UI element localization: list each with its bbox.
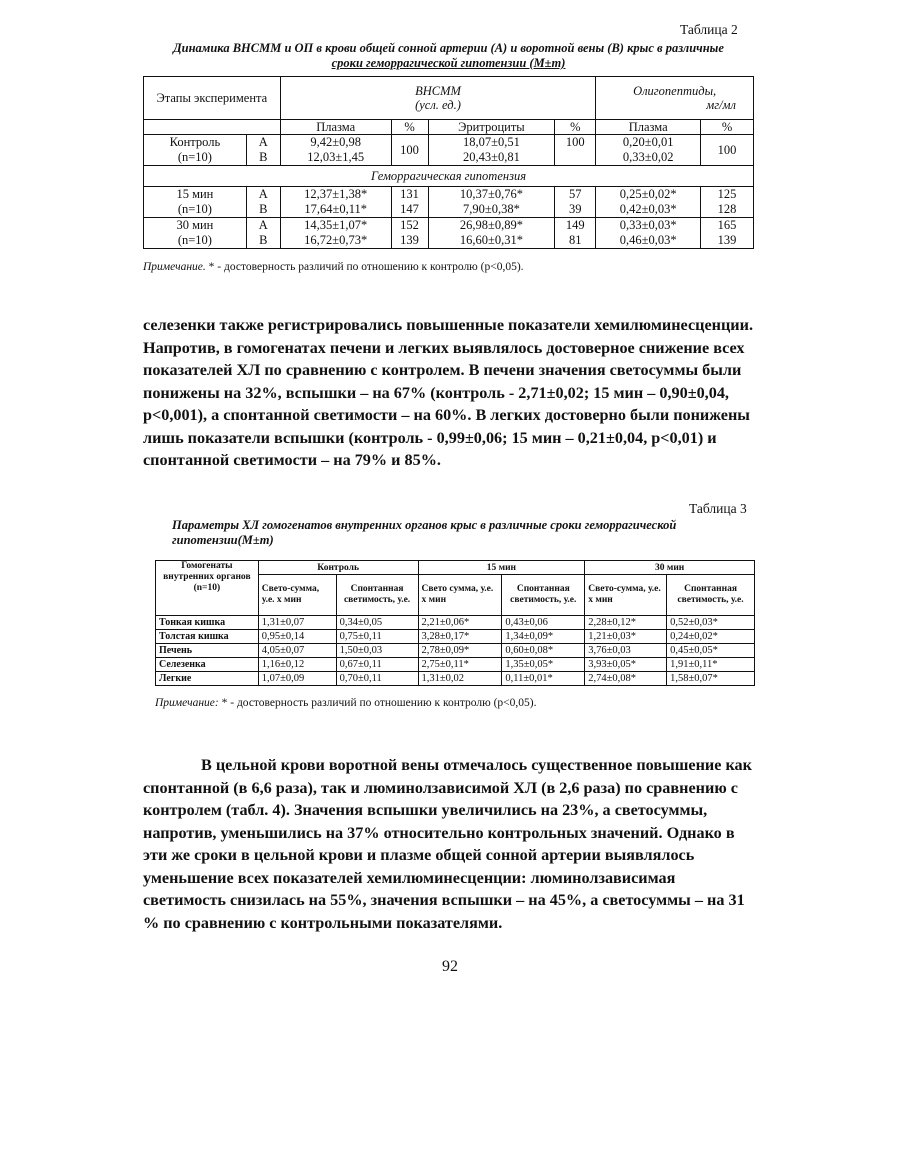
table2-caption-line2: сроки геморрагической гипотензии (M±m) <box>331 56 566 70</box>
table2-30min-a6: 165 <box>717 218 737 232</box>
table2-section-title: Геморрагическая гипотензия <box>144 166 754 187</box>
paragraph-2-line: контролем (табл. 4). Значения вспышки увеличились на 23%, а светосуммы, <box>143 801 708 819</box>
table3-cell: 2,21±0,06* <box>418 616 502 630</box>
table2-15min-a2: 131 <box>400 187 419 201</box>
table2-30min-b2: 139 <box>400 233 419 247</box>
table3-cell: 3,76±0,03 <box>585 644 667 658</box>
table3-caption <box>172 518 762 548</box>
table2-15min-b5: 0,42±0,03* <box>619 202 677 216</box>
table2-control-sub-b: В <box>259 150 268 164</box>
table2-control-pct3: 100 <box>701 135 754 166</box>
paragraph-2-line: спонтанной (в 6,6 раза), так и люминолзависимой ХЛ (в 2,6 раза) по сравнению с <box>143 778 738 797</box>
table2-header-stages: Этапы эксперимента <box>144 77 281 120</box>
table2-30min-b6: 139 <box>717 233 737 247</box>
table3-cell: 1,35±0,05* <box>502 658 585 672</box>
table-row <box>156 644 755 658</box>
table3-cell-organ: Тонкая кишка <box>156 616 259 630</box>
table3-cell: 0,60±0,08* <box>502 644 585 658</box>
table3-header-svetosum-30: Свето-сумма, у.е. х мин <box>585 575 667 616</box>
table2-15min-b4: 39 <box>569 202 582 216</box>
table2-15min-a4: 57 <box>569 187 582 201</box>
table2-header-plasma2: Плазма <box>596 120 701 135</box>
table3-cell: 2,74±0,08* <box>585 672 667 686</box>
paragraph-1-line: понижены на 32%, вспышки – на 67% (контроль - 2,71±0,02; 15 мин – 0,90±0,04, <box>143 383 729 402</box>
table2-control-plasma-b: 12,03±1,45 <box>307 150 365 164</box>
table2-control-oligo <box>596 135 701 166</box>
table2-30min-a2: 152 <box>400 218 419 232</box>
paragraph-1-line: р<0,001), а спонтанной светимости – на 60%. В легких достоверно были понижены <box>143 406 750 424</box>
table2-30min-a4: 149 <box>565 218 585 232</box>
table2-row-30min <box>144 218 754 249</box>
table2-control-pct2: 100 <box>555 135 596 166</box>
table3-cell-organ: Селезенка <box>156 658 259 672</box>
table2-header-pct2: % <box>555 120 596 135</box>
table2-control-sub <box>246 135 280 166</box>
table2-15min-b2: 147 <box>400 202 419 216</box>
table3-cell: 0,24±0,02* <box>667 630 755 644</box>
table3-cell-organ: Печень <box>156 644 259 658</box>
table2-control-pct: 100 <box>391 135 428 166</box>
table2-caption <box>143 41 754 71</box>
table2-30min-oligo <box>596 218 701 249</box>
table3-caption-line1: Параметры ХЛ гомогенатов внутренних органов крыс в различные сроки геморрагической <box>172 518 677 532</box>
table2-control-oligo-a: 0,20±0,01 <box>622 135 674 149</box>
table3-cell: 1,31±0,07 <box>258 616 336 630</box>
table3-note-label: Примечание: <box>155 697 219 709</box>
table2-15min-label <box>144 187 247 218</box>
table2-control-name: Контроль <box>169 135 221 149</box>
table2-header-vnsmm-unit: (усл. ед.) <box>415 98 461 112</box>
table2-header-vnsmm-title: ВНСММ <box>415 84 461 98</box>
table2-30min-b5: 0,46±0,03* <box>619 233 677 247</box>
table3-cell: 1,34±0,09* <box>502 630 585 644</box>
table2-row-control <box>144 135 754 166</box>
table2-control-plasma-a: 9,42±0,98 <box>310 135 361 149</box>
table-row <box>156 658 755 672</box>
table2-15min-b1: 17,64±0,11* <box>304 202 367 216</box>
table3-label: Таблица 3 <box>689 501 747 516</box>
paragraph-1 <box>143 314 763 472</box>
table2-30min-pct2 <box>555 218 596 249</box>
table2-30min-b0: В <box>259 233 268 247</box>
paragraph-1-line: Напротив, в гомогенатах печени и легких выявлялось достоверное снижение всех <box>143 338 745 357</box>
table2-header-oligo-title: Олигопептиды, <box>633 84 717 98</box>
table3-cell: 0,67±0,11 <box>336 658 418 672</box>
table3-cell: 0,11±0,01* <box>502 672 585 686</box>
table3-cell: 1,16±0,12 <box>258 658 336 672</box>
table2-30min-b4: 81 <box>569 233 582 247</box>
table3-cell: 3,28±0,17* <box>418 630 502 644</box>
table2-15min-sub <box>246 187 280 218</box>
table2-30min-plasma <box>280 218 391 249</box>
table3-cell: 1,07±0,09 <box>258 672 336 686</box>
table2-header-oligo-unit: мг/мл <box>706 98 736 112</box>
table2-caption-line1: Динамика ВНСММ и ОП в крови общей сонной артерии (А) и воротной вены (В) крыс в различные <box>173 41 724 55</box>
table3-cell: 2,28±0,12* <box>585 616 667 630</box>
table3-header-spont-15: Спонтанная светимость, у.е. <box>502 575 585 616</box>
table2-30min-label <box>144 218 247 249</box>
table2-15min-a0: А <box>258 187 268 201</box>
table2-15min-plasma <box>280 187 391 218</box>
table2 <box>143 76 754 249</box>
table3-header-control: Контроль <box>258 561 418 575</box>
table2-row-15min <box>144 187 754 218</box>
table2-control-ery <box>428 135 555 166</box>
table3-cell: 0,70±0,11 <box>336 672 418 686</box>
table3-cell: 1,91±0,11* <box>667 658 755 672</box>
table2-header-pct3: % <box>701 120 754 135</box>
table2-30min-a3: 26,98±0,89* <box>459 218 523 232</box>
table3-cell-organ: Легкие <box>156 672 259 686</box>
table-row <box>156 616 755 630</box>
table2-header-vnsmm <box>280 77 596 120</box>
paragraph-2-line: эти же сроки в цельной крови и плазме общей сонной артерии выявлялось <box>143 846 695 864</box>
table2-30min-pct3 <box>701 218 754 249</box>
table3-cell: 1,21±0,03* <box>585 630 667 644</box>
table2-15min-pct2 <box>555 187 596 218</box>
table2-15min-b3: 7,90±0,38* <box>462 202 520 216</box>
table2-15min-b6: 128 <box>717 202 737 216</box>
table2-30min-a0: А <box>258 218 268 232</box>
table2-30min-n: (n=10) <box>177 233 212 247</box>
table3-cell: 2,75±0,11* <box>418 658 502 672</box>
table2-note <box>143 261 524 273</box>
table2-15min-ery <box>428 187 555 218</box>
table3-header-15min: 15 мин <box>418 561 585 575</box>
table2-header-oligo <box>596 77 754 120</box>
table2-15min-a6: 125 <box>717 187 737 201</box>
table3-cell: 0,95±0,14 <box>258 630 336 644</box>
table2-note-label: Примечание. <box>143 261 206 273</box>
table3-header-svetosum-control: Свето-сумма, у.е. х мин <box>258 575 336 616</box>
table2-30min-a5: 0,33±0,03* <box>619 218 677 232</box>
table3-cell: 1,58±0,07* <box>667 672 755 686</box>
table2-30min-name: 30 мин <box>176 218 214 232</box>
table2-header-pct: % <box>391 120 428 135</box>
table3-cell: 0,52±0,03* <box>667 616 755 630</box>
table3-cell: 0,45±0,05* <box>667 644 755 658</box>
table2-15min-a5: 0,25±0,02* <box>619 187 677 201</box>
table3 <box>155 560 755 686</box>
table2-30min-sub <box>246 218 280 249</box>
paragraph-2-line: светимость снизилась на 55%, значения вспышки – на 45%, а светосуммы – на 31 <box>143 891 745 909</box>
table2-15min-a3: 10,37±0,76* <box>459 187 523 201</box>
table3-note-text: * - достоверность различий по отношению к контролю (р<0,05). <box>218 697 537 709</box>
table2-header-erythro: Эритроциты <box>428 120 555 135</box>
table2-15min-name: 15 мин <box>176 187 214 201</box>
table2-note-text: * - достоверность различий по отношению к контролю (р<0,05). <box>205 261 524 273</box>
table2-control-label <box>144 135 247 166</box>
table2-control-ery-a: 18,07±0,51 <box>462 135 520 149</box>
table2-control-ery-b: 20,43±0,81 <box>462 150 520 164</box>
table2-30min-b3: 16,60±0,31* <box>459 233 523 247</box>
table2-15min-n: (n=10) <box>177 202 212 216</box>
paragraph-2-line: В цельной крови воротной вены отмечалось существенное повышение как <box>201 756 752 774</box>
table2-15min-pct <box>391 187 428 218</box>
paragraph-2 <box>143 754 763 934</box>
table3-cell: 0,75±0,11 <box>336 630 418 644</box>
table2-15min-b0: В <box>259 202 268 216</box>
table2-30min-a1: 14,35±1,07* <box>304 218 368 232</box>
table2-control-n: (n=10) <box>177 150 212 164</box>
table2-15min-a1: 12,37±1,38* <box>304 187 368 201</box>
table2-control-oligo-b: 0,33±0,02 <box>622 150 674 164</box>
table3-header-organs: Гомогенаты внутренних органов (n=10) <box>156 561 259 616</box>
paragraph-2-line: % по сравнению с контрольными показателями. <box>143 913 503 932</box>
table-row <box>156 672 755 686</box>
table2-label: Таблица 2 <box>680 22 738 37</box>
table2-15min-pct3 <box>701 187 754 218</box>
table3-header-30min: 30 мин <box>585 561 755 575</box>
table2-control-plasma <box>280 135 391 166</box>
table3-cell: 4,05±0,07 <box>258 644 336 658</box>
paragraph-2-line: уменьшение всех показателей хемилюминесценции: люминолзависимая <box>143 868 676 887</box>
table3-cell: 1,50±0,03 <box>336 644 418 658</box>
table3-caption-line2: гипотензии(M±m) <box>172 533 274 547</box>
table2-30min-ery <box>428 218 555 249</box>
table3-cell: 1,31±0,02 <box>418 672 502 686</box>
table2-30min-pct <box>391 218 428 249</box>
paragraph-1-line: показателей ХЛ по сравнению с контролем. В печени значения светосуммы были <box>143 361 742 379</box>
table3-note <box>155 697 537 709</box>
table3-cell: 0,43±0,06 <box>502 616 585 630</box>
table3-header-spont-control: Спонтанная светимость, у.е. <box>336 575 418 616</box>
page-number: 92 <box>442 958 458 975</box>
table2-15min-oligo <box>596 187 701 218</box>
table3-cell-organ: Толстая кишка <box>156 630 259 644</box>
paragraph-1-line: селезенки также регистрировались повышенные показатели хемилюминесценции. <box>143 316 753 334</box>
table2-header-plasma: Плазма <box>280 120 391 135</box>
table3-cell: 0,34±0,05 <box>336 616 418 630</box>
paragraph-1-line: спонтанной светимости – на 79% и 85%. <box>143 451 441 469</box>
table3-cell: 3,93±0,05* <box>585 658 667 672</box>
table2-30min-b1: 16,72±0,73* <box>304 233 368 247</box>
table3-header-svetosum-15: Свето сумма, у.е. х мин <box>418 575 502 616</box>
paragraph-2-line: напротив, уменьшились на 37% относительно контрольных значений. Однако в <box>143 823 735 842</box>
table2-header-blank <box>144 120 281 135</box>
table3-header-spont-30: Спонтанная светимость, у.е. <box>667 575 755 616</box>
table-row <box>156 630 755 644</box>
paragraph-1-line: лишь показатели вспышки (контроль - 0,99±0,06; 15 мин – 0,21±0,04, р<0,01) и <box>143 428 717 447</box>
table2-control-sub-a: А <box>258 135 268 149</box>
table3-cell: 2,78±0,09* <box>418 644 502 658</box>
